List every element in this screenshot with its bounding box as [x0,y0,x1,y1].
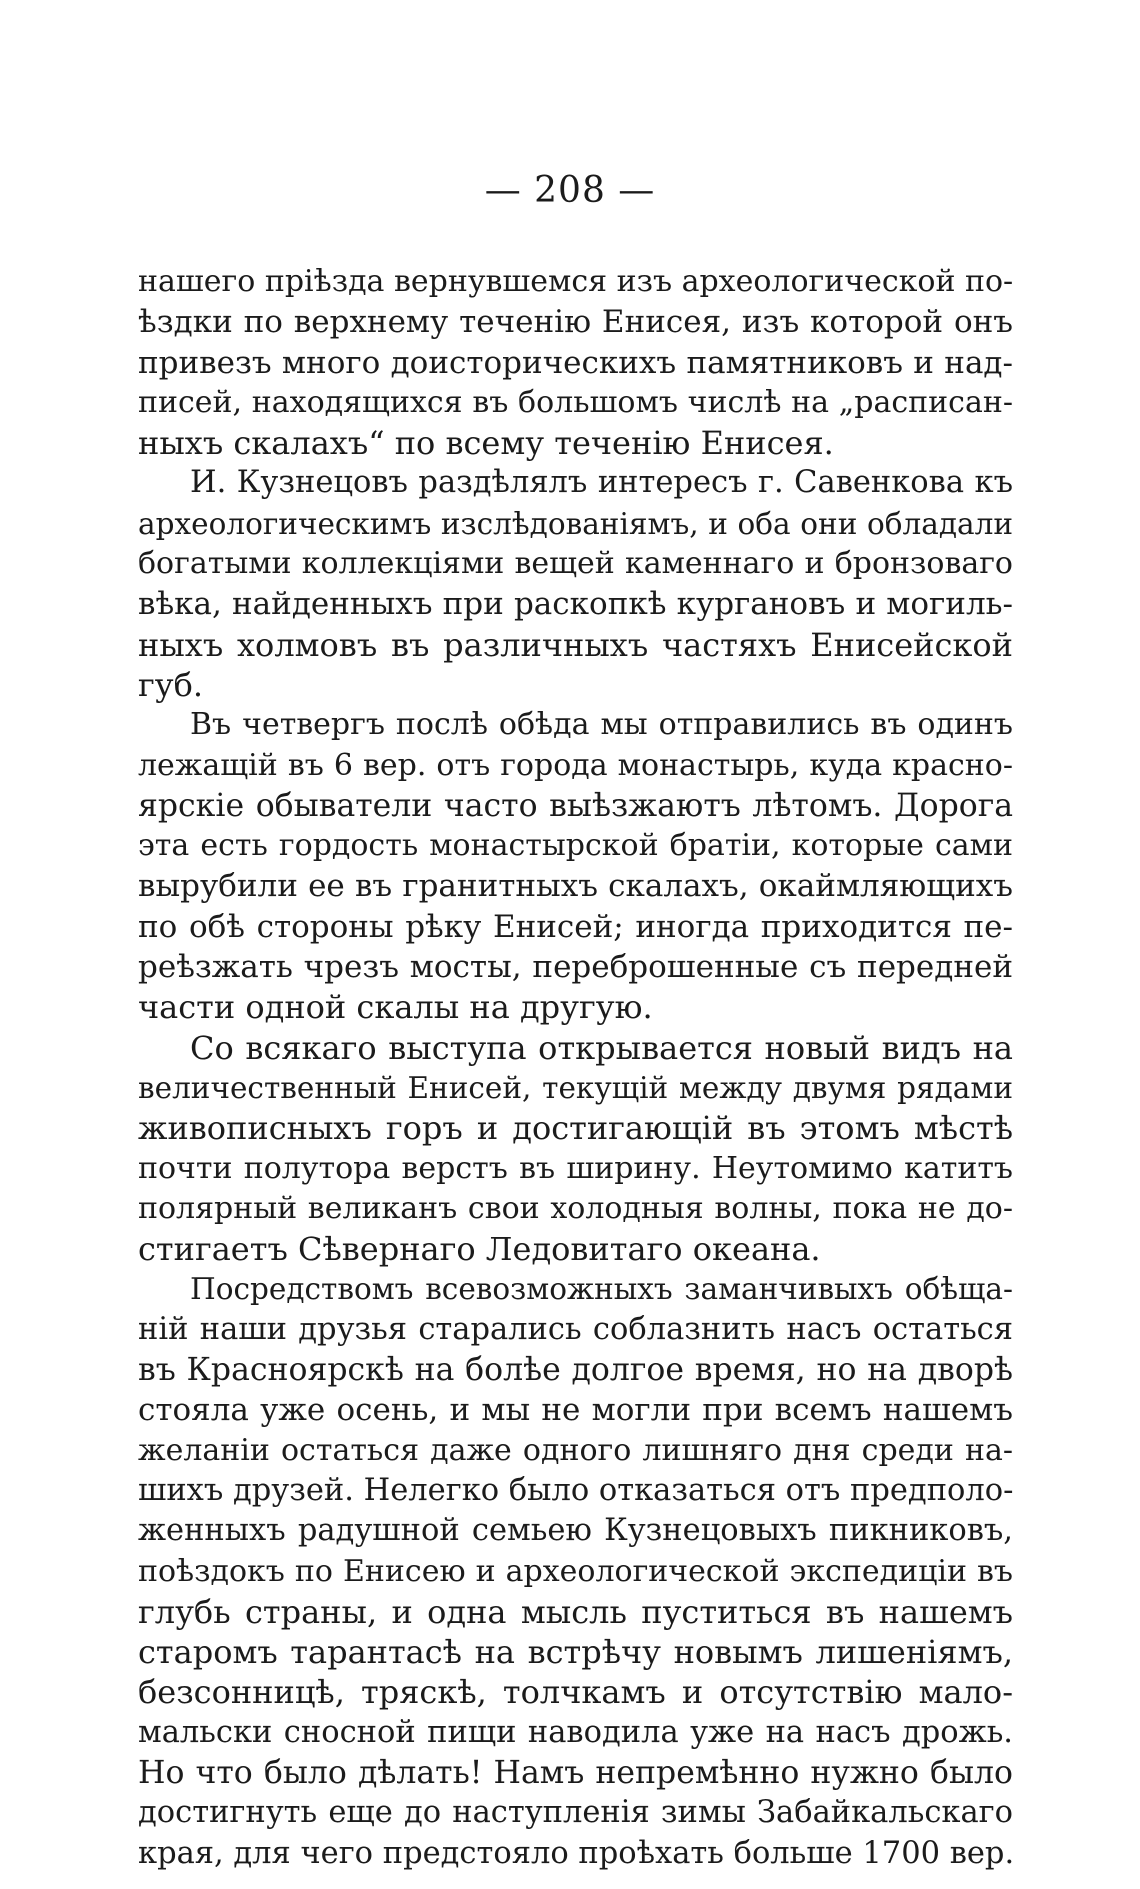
text-line: эта есть гордость монастырской братіи, которые сами [138,828,1013,864]
body-text [138,262,1013,1874]
text-line: реѣзжать чрезъ мосты, переброшенные съ передней [138,949,1013,986]
text-line: женныхъ радушной семьею Кузнецовыхъ пикниковъ, [138,1513,1013,1549]
text-line: глубь страны, и одна мысль пуститься въ нашемъ [138,1592,1013,1631]
paragraph-3 [138,705,1013,1027]
paragraph-1 [138,262,1013,463]
text-line: поѣздокъ по Енисею и археологической экспедиціи въ [138,1553,1013,1589]
text-line: губ. [138,665,204,704]
text-line: вѣка, найденныхъ при раскопкѣ кургановъ и могиль- [138,586,1013,623]
text-line: богатыми коллекціями вещей каменнаго и бронзоваго [138,546,1013,582]
text-line: почти полутора верстъ въ ширину. Неутомимо катитъ [138,1150,1013,1186]
text-line: безсонницѣ, тряскѣ, толчкамъ и отсутствію мало- [138,1673,1013,1712]
text-line: ярскіе обыватели часто выѣзжаютъ лѣтомъ. Дорога [138,787,1013,824]
page-number: — 208 — [484,170,656,211]
text-line: вырубили ее въ гранитныхъ скалахъ, окаймляющихъ [138,868,1013,905]
text-line: стигаетъ Сѣвернаго Ледовитаго океана. [138,1230,821,1269]
text-line: археологическимъ изслѣдованіямъ, и оба они обладали [138,506,1013,541]
text-line: въ Красноярскѣ на болѣе долгое время, но на дворѣ [138,1352,1013,1389]
paragraph-2 [138,463,1013,705]
text-line: части одной скалы на другую. [138,988,653,1027]
text-line: ныхъ скалахъ“ по всему теченію Енисея. [138,424,834,463]
text-line: нашего пріѣзда вернувшемся изъ археологической по- [138,264,1014,299]
paragraph-4 [138,1028,1013,1270]
text-line: Посредствомъ всевозможныхъ заманчивыхъ обѣща- [190,1272,1013,1307]
text-line: писей, находящихся въ большомъ числѣ на „расписан- [138,384,1013,420]
text-line: ныхъ холмовъ въ различныхъ частяхъ Енисейской [138,625,1013,664]
text-line: по обѣ стороны рѣку Енисей; иногда приходится пе- [138,908,1013,945]
text-line: привезъ много доисторическихъ памятниковъ и над- [138,344,1013,381]
text-line: Въ четвергъ послѣ обѣда мы отправились въ одинъ [190,707,1013,743]
text-line: старомъ тарантасѣ на встрѣчу новымъ лишеніямъ, [138,1633,1013,1672]
text-line: ѣздки по верхнему теченію Енисея, изъ которой онъ [138,304,1013,341]
paragraph-5 [138,1269,1013,1873]
text-line: Со всякаго выступа открывается новый видъ на [190,1028,1013,1067]
text-line: лежащій въ 6 вер. отъ города монастырь, куда красно- [138,747,1013,783]
text-line: полярный великанъ свои холодныя волны, пока не до- [138,1190,1013,1226]
text-line: живописныхъ горъ и достигающій въ этомъ мѣстѣ [138,1109,1013,1148]
text-line: мальски сносной пищи наводила уже на насъ дрожь. [138,1714,1013,1750]
text-line: края, для чего предстояло проѣхать больше 1700 вер. [138,1835,1015,1871]
text-line: ній наши друзья старались соблазнить насъ остаться [138,1311,1013,1347]
text-line: желаніи остаться даже одного лишняго дня среди на- [138,1432,1013,1468]
text-line: стояла уже осень, и мы не могли при всемъ нашемъ [138,1392,1013,1429]
text-line: величественный Енисей, текущій между двумя рядами [138,1070,1013,1105]
text-line: достигнуть еще до наступленія зимы Забайкальскаго [138,1795,1013,1831]
text-line: шихъ друзей. Нелегко было отказаться отъ предполо- [138,1472,1014,1508]
text-line: И. Кузнецовъ раздѣлялъ интересъ г. Савенкова къ [190,465,1013,501]
text-line: Но что было дѣлать! Намъ непремѣнно нужно было [138,1754,1013,1791]
